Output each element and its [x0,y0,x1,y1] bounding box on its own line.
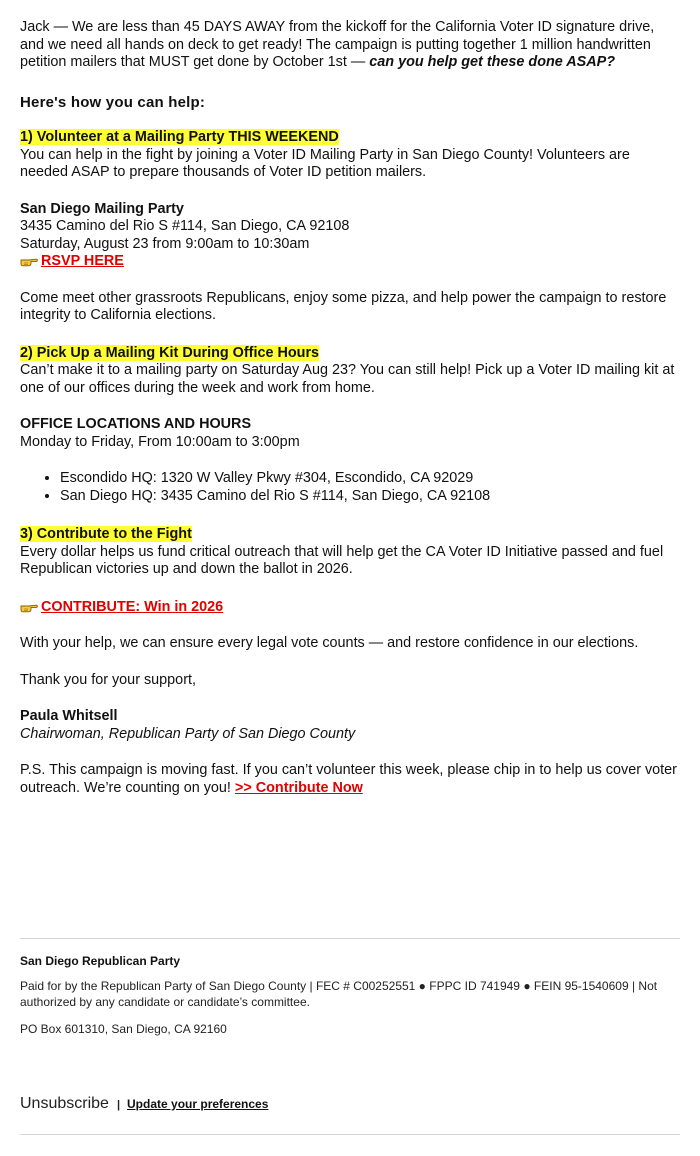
unsubscribe-link[interactable]: Unsubscribe [20,1095,109,1112]
event-address: 3435 Camino del Rio S #114, San Diego, CA 92108 [20,218,350,234]
unsubscribe-separator: | [116,1099,121,1111]
closing-line: With your help, we can ensure every legal vote counts — and restore confidence in our elections. [20,635,639,651]
event-title: San Diego Mailing Party [20,200,184,217]
footer-org: San Diego Republican Party [20,954,181,968]
section3-heading: 3) Contribute to the Fight [20,526,192,542]
office-location-san-diego: • San Diego HQ: 3435 Camino del Rio S #114, San Diego, CA 92108 [60,488,680,506]
footer-divider [20,938,680,939]
office-location-escondido: • Escondido HQ: 1320 W Valley Pkwy #304, Escondido, CA 92029 [60,470,680,488]
unsubscribe-row [20,1094,268,1115]
section1-heading: 1) Volunteer at a Mailing Party THIS WEEKEND [20,129,339,145]
footer-po-box: PO Box 601310, San Diego, CA 92160 [20,1022,227,1036]
contribute-now-link[interactable]: >> Contribute Now [234,779,363,796]
section3-body: Every dollar helps us fund critical outreach that will help get the CA Voter ID Initiative passed and fuel Republican victories up and down the ballot in 2026. [20,543,664,577]
rsvp-link[interactable]: RSVP HERE [41,253,124,269]
help-heading: Here's how you can help: [20,93,206,111]
section2-body: Can’t make it to a mailing party on Saturday Aug 23? You can still help! Pick up a Voter ID mailing kit at one of our offices during the week and work from home. [20,362,675,396]
rsvp-line [20,253,680,271]
intro-paragraph [20,19,680,72]
office-hours: Monday to Friday, From 10:00am to 3:00pm [20,433,300,450]
section3-heading-line [20,526,680,544]
email-body [20,19,680,797]
update-preferences-link[interactable]: Update your preferences [127,1097,269,1111]
contribute-line [20,599,680,617]
section1-body: You can help in the fight by joining a Voter ID Mailing Party in San Diego County! Volunteers are needed ASAP to prepare thousands of Voter ID petition mailers. [20,146,630,180]
footer-disclaimer: Paid for by the Republican Party of San Diego County | FEC # C00252551 ● FPPC ID 741949 ● FEIN 95-1540609 | Not authorized by any candidate or candidate’s committee. [20,979,658,1009]
ps-text: P.S. This campaign is moving fast. If you can’t volunteer this week, please chip in to help us cover voter outreach. We’re counting on you! [20,762,677,796]
event-datetime: Saturday, August 23 from 9:00am to 10:30am [20,235,310,252]
thanks-line: Thank you for your support, [20,671,196,688]
pointing-hand-icon [20,601,38,613]
pointing-hand-icon [20,255,38,267]
bottom-divider [20,1134,680,1135]
intro-emphasis: can you help get these done ASAP? [369,54,616,70]
office-list [20,470,680,505]
ps-paragraph [20,762,680,797]
intro-text: Jack — We are less than 45 DAYS AWAY from the kickoff for the California Voter ID signature drive, and we need all hands on deck to get ready! The campaign is putting together 1 million handwritten petition mailers that MUST get done by October 1st — [20,19,655,70]
contribute-link[interactable]: CONTRIBUTE: Win in 2026 [41,598,224,615]
section2-heading: 2) Pick Up a Mailing Kit During Office Hours [20,344,320,361]
signature-name: Paula Whitsell [20,708,118,724]
signature-title: Chairwoman, Republican Party of San Diego County [20,725,356,742]
section1-heading-line [20,129,680,147]
section2-heading-line [20,345,680,363]
offices-title: OFFICE LOCATIONS AND HOURS [20,416,252,432]
section1-closing: Come meet other grassroots Republicans, enjoy some pizza, and help power the campaign to restore integrity to California elections. [20,289,667,323]
email-footer [20,938,680,1037]
